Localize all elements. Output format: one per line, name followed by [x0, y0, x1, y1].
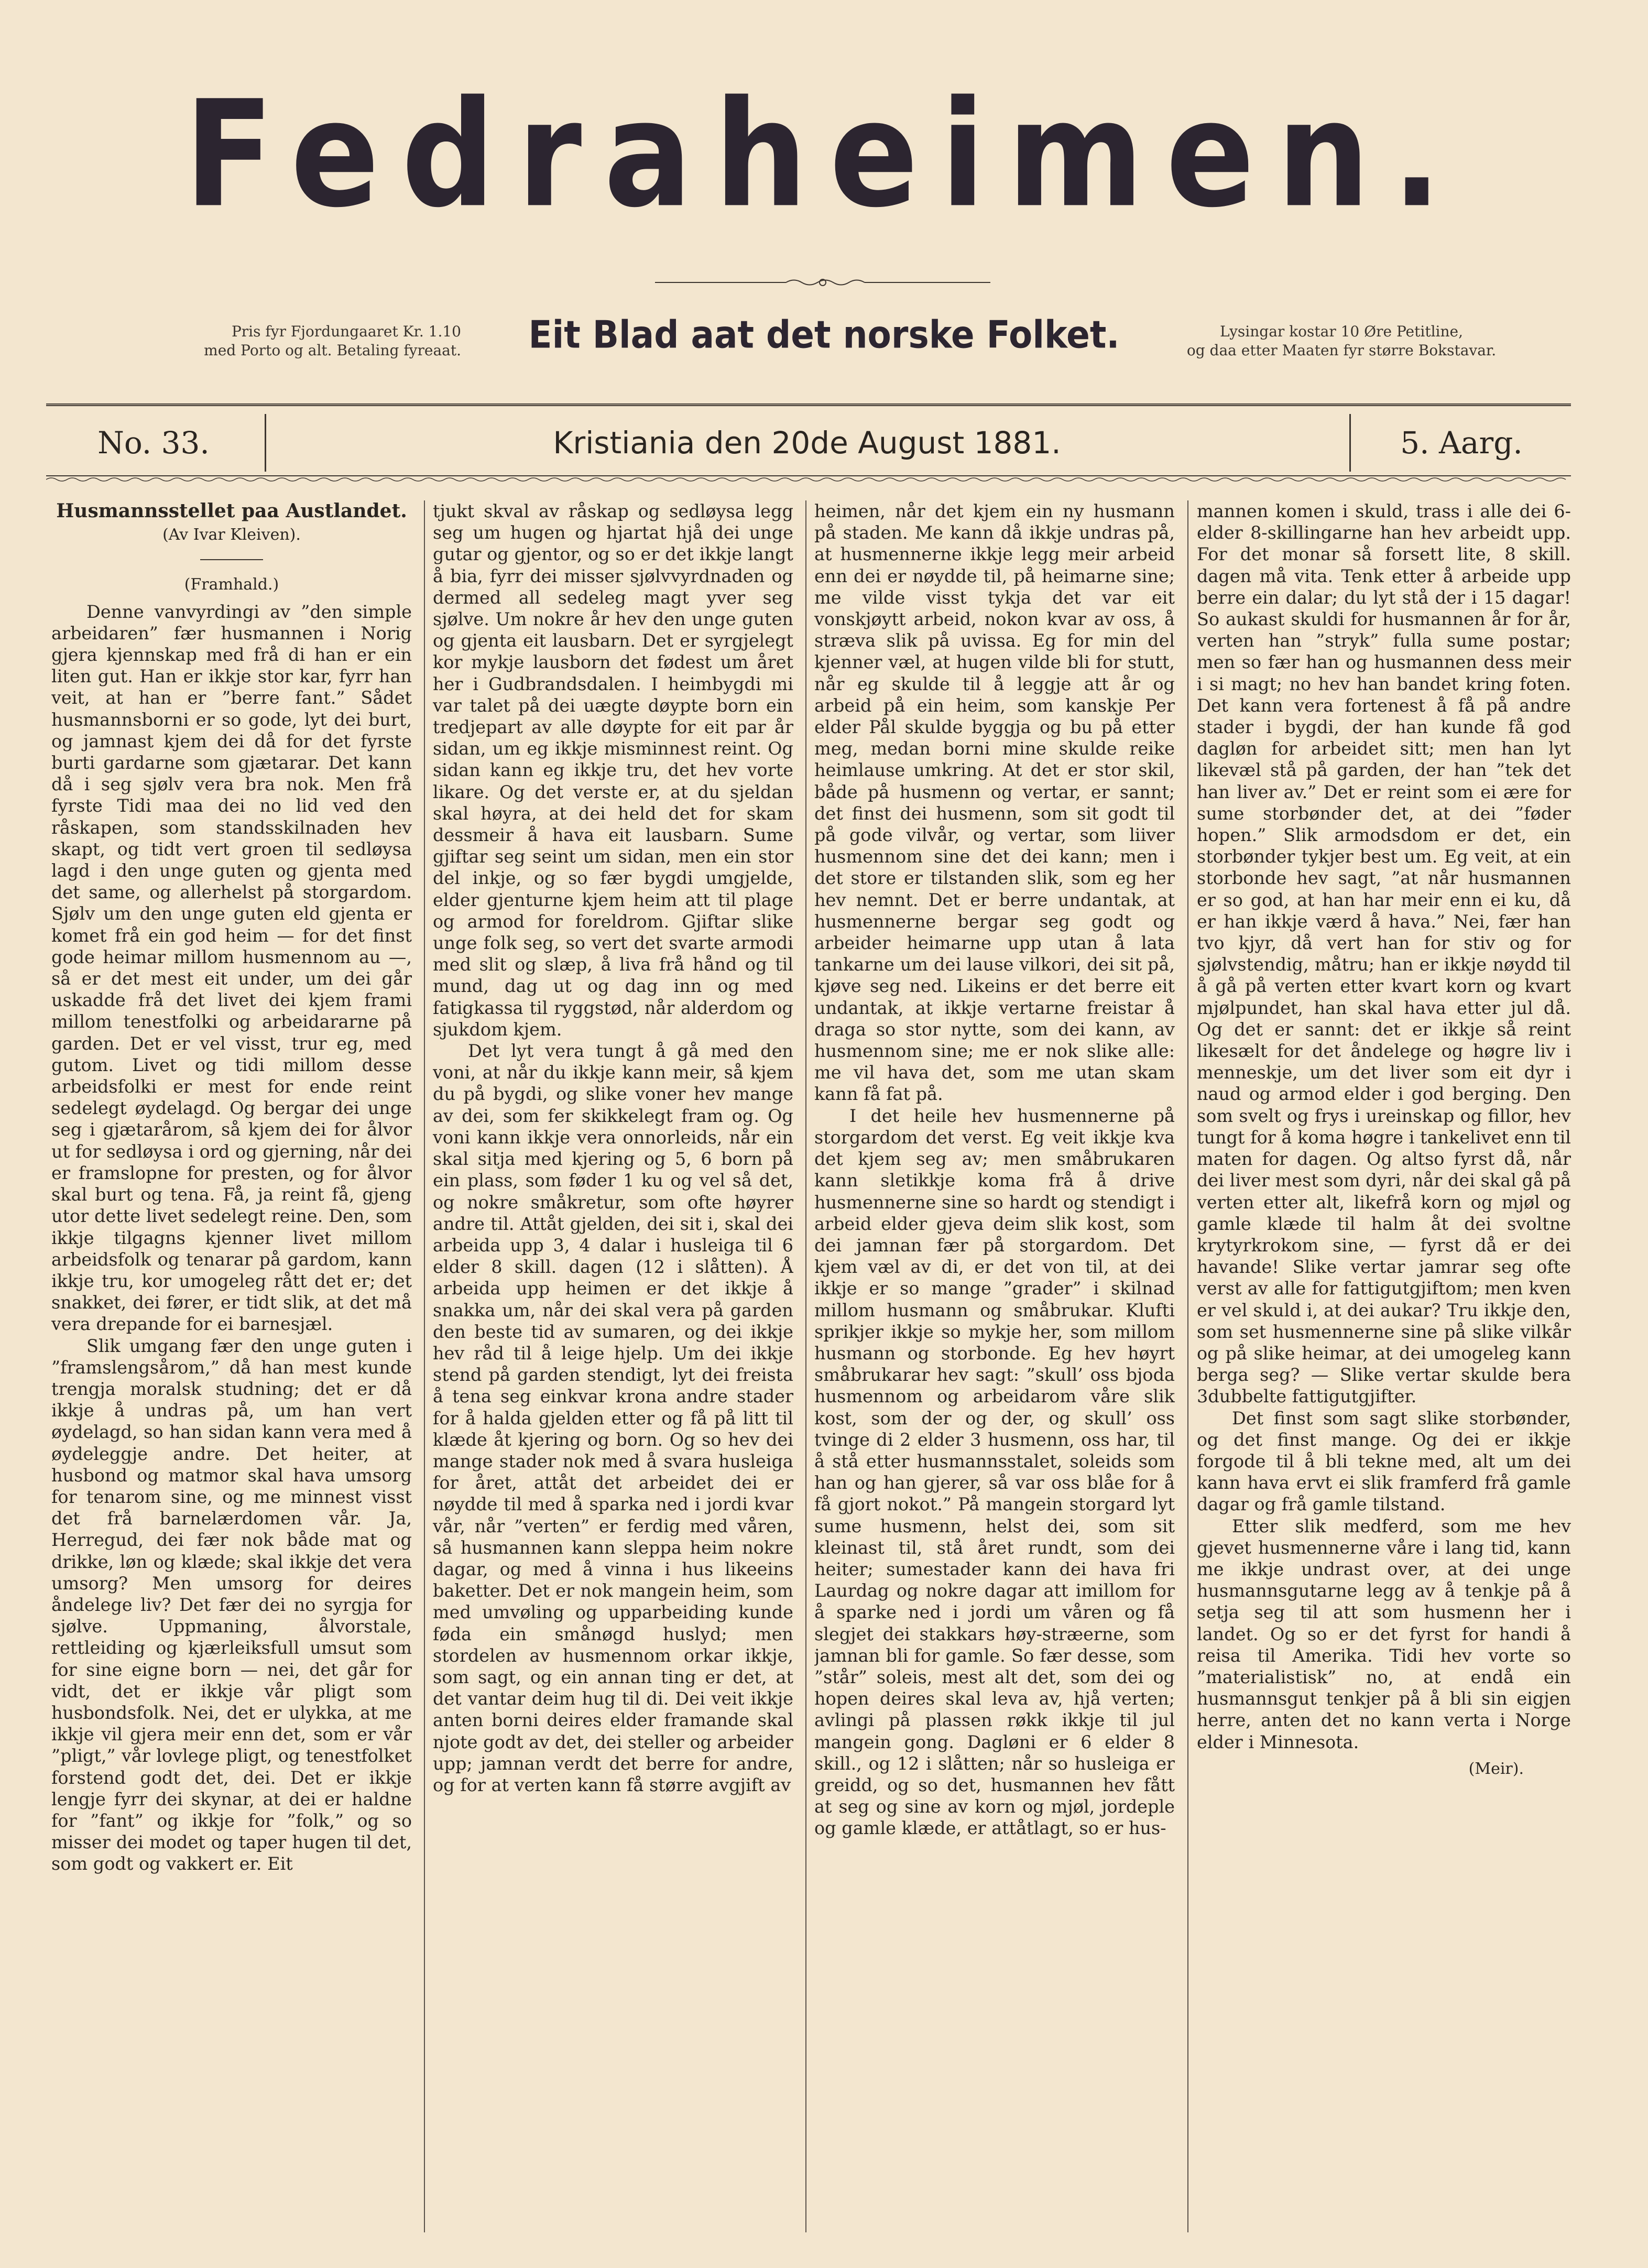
issue-number: No. 33. — [97, 425, 210, 461]
place-date: Kristiania den 20de August 1881. — [553, 425, 1061, 461]
paragraph: tjukt skval av råskap og sedløysa legg seg um hugen og hjartat hjå dei unge gutar og gjentor, og so er det ikkje langt å bia, fyrr dei misser sjølvvyrdnaden og dermed all sedeleg magt yver seg sjølve. Um nokre år hev den unge guten og gjenta eit lausbarn. Det er syrgjelegt kor mykje lausborn det fødest um året her i Gudbrandsdalen. I heimbygdi mi var talet på dei uægte døypte born ein tredjepart av alle døypte for eit par år sidan, um eg ikkje misminnest reint. Og sidan kann eg ikkje tru, det hev vorte likare. Og det verste er, at du sjeldan skal høyra, at dei held det for skam dessmeir å hava eit lausbarn. Sume gjiftar seg seint um sidan, men ein stor del inkje, og so fær bygdi umgjelde, elder gjenturne kjem heim att til plage og armod for foreldrom. Gjiftar slike unge folk seg, so vert det svarte armodi med slit og slæp, å liva frå hånd og til mund, dag ut og dag inn og med fatigkassa til ryggstød, når alderdom og sjukdom kjem. — [433, 501, 793, 1040]
price-line-1: Pris fyr Fjordungaaret Kr. 1.10 — [231, 323, 461, 340]
column-1 — [51, 500, 412, 2230]
column-3 — [814, 500, 1175, 2230]
price-notice — [84, 322, 461, 361]
ornament-divider — [655, 277, 990, 288]
column-2 — [433, 500, 793, 2230]
paragraph: Denne vanvyrdingi av ”den simple arbeidaren” fær husmannen i Norig gjera kjennskap med frå di han er ein liten gut. Han er ikkje stor kar, fyrr han veit, at han er ”berre fant.” Sådet husmannsborni er so gode, lyt dei burt, og jamnast kjem dei då for det fyrste burti gardarne som gjætarar. Det kann då i seg sjølv vera bra nok. Men frå fyrste Tidi maa dei no lid ved den råskapen, som standsskilnaden hev skapt, og tidt vert groen til sedløysa lagd i den unge guten og gjenta med det same, og allerhelst på storgardom. Sjølv um den unge guten eld gjenta er komet frå ein god heim — for det finst gode heimar millom husmennom au —, så er det mest eit under, um dei går uskadde frå det livet dei kjem frami millom tenestfolki og arbeidararne på garden. Det er vel visst, trur eg, med gutom. Livet og tidi millom desse arbeidsfolki er mest for ende reint sedelegt øydelagd. Og bergar dei unge seg i gjætarårom, så kjem dei for ålvor ut for sedløysa i ord og gjerning, når dei er framslopne for presten, og for ålvor skal burt og tena. Få, ja reint få, gjeng utor dette livet sedelegt reine. Den, som ikkje tilgagns kjenner livet millom arbeidsfolk og tenarar på gardom, kann ikkje tru, kor umogeleg rått det er; det snakket, dei fører, er tidt slik, at det må vera drepande for ei barnesjæl. — [51, 601, 412, 1335]
paragraph: Etter slik medferd, som me hev gjevet husmennerne våre i lang tid, kann me ikkje undrast over, at dei unge husmannsgutarne legg av å tenkje på å setja seg til att som husmenn her i landet. Og so er det fyrst for handi å reisa til Amerika. Tidi hev vorte so ”materialistisk” no, at endå ein husmannsgut tenkjer på å bli sin eigjen herre, anten det no kann verta i Norge elder i Minnesota. — [1197, 1515, 1571, 1752]
ads-line-2: og daa etter Maaten fyr større Bokstavar. — [1186, 342, 1497, 359]
header-rule-top — [46, 404, 1571, 406]
title-rule — [200, 559, 263, 560]
paragraph: Slik umgang fær den unge guten i ”framslengsårom,” då han mest kunde trengja moralsk studning; det er då ikkje å undras på, um han vert øydelagd, so han sidan kann vera med å øydeleggje andre. Det heiter, at husbond og matmor skal hava umsorg for tenarom sine, og me minnest visst det frå barnelærdomen vår. Ja, Herregud, dei fær nok både mat og drikke, løn og klæde; skal ikkje det vera umsorg? Men umsorg for deires åndelege liv? Det fær dei no syrgja for sjølve. Uppmaning, ålvorstale, rettleiding og kjærleiksfull umsut som for sine eigne born — nei, det går for vidt, det er ikkje vår pligt som husbondsfolk. Nei, det er ulykka, at me ikkje vil gjera meir enn det, som er vår ”pligt,” vår lovlege pligt, og tenestfolket forstend godt det, dei. Det er ikkje lengje fyrr dei skynar, at dei er haldne for ”fant” og ikkje for ”folk,” og so misser dei modet og taper hugen til det, som godt og vakkert er. Eit — [51, 1335, 412, 1874]
header-separator — [1349, 414, 1351, 472]
article-byline: (Av Ivar Kleiven). — [162, 526, 301, 544]
price-line-2: med Porto og alt. Betaling fyreaat. — [204, 342, 461, 359]
column-4 — [1197, 500, 1571, 2230]
column-rule — [424, 500, 425, 2232]
paragraph: Det lyt vera tungt å gå med den voni, at når du ikkje kann meir, så kjem du på bygdi, og slike voner hev mange av dei, som fer skikkelegt fram og. Og voni kann ikkje vera onnorleids, når ein skal sitja med kjering og 5, 6 born på ein plass, som føder 1 ku og vel så det, og nokre småkretur, som ofte høyrer andre til. Attåt gjelden, dei sit i, skal dei arbeida upp 3, 4 dalar i husleiga til 6 elder 8 skill. dagen (12 i slåtten). Å arbeida upp heimen er det ikkje å snakka um, når dei skal vera på garden den beste tid av sumaren, og dei ikkje hev råd til å leige hjelp. Um dei ikkje stend på garden stendigt, lyt dei freista å tena seg einkvar krona andre stader for å halda gjelden etter og få på litt til klæde åt kjering og born. Og so hev dei mange stader nok med å svara husleiga for året, attåt det arbeidet dei er nøydde til med å sparka ned i jordi kvar vår, når ”verten” er ferdig med våren, så husmannen kann sleppa heim nokre dagar, og med å vinna i hus likeeins baketter. Det er nok mangein heim, som med umvøling og upparbeiding kunde føda ein smånøgd huslyd; men stordelen av husmennom orkar ikkje, som sagt, og ein annan ting er det, at det vantar deim hug til di. Dei veit ikkje anten borni deires elder framande skal njote godt av det, dei steller og arbeider upp; jamnan verdt det berre for andre, og for at verten kann få større avgjift av — [433, 1041, 793, 1795]
paragraph: I det heile hev husmennerne på storgardom det verst. Eg veit ikkje kva det kjem seg av; men småbrukaren kann sletikkje koma frå å drive husmennerne sine so hardt og stendigt i arbeid elder gjeva deim slik kost, som dei jamnan fær på storgardom. Det kjem væl av di, er det von til, at dei ikkje er so mange ”grader” i skilnad millom husmann og småbrukar. Klufti sprikjer ikkje so mykje her, som millom husmann og storbonde. Eg hev høyrt småbrukarar hev sagt: ”skull’ oss bjoda husmennom og arbeidarom våre slik kost, som der og der, og skull’ oss tvinge di 2 elder 3 husmenn, oss har, til å stå etter husmannsstalet, soleids som han og han gjerer, så var oss blåe for å få gjort nokot.” På mangein storgard lyt sume husmenn, helst dei, som sit kleinast til, stå året rundt, som dei heiter; sumestader kann dei hava fri Laurdag og nokre dagar att imillom for å sparke ned i jordi um våren og få slegjet dei stakkars høy-stræerne, som jamnan bli for gamle. So fær desse, som ”står” soleis, mest alt det, som dei og hopen deires skal leva av, hjå verten; avlingi på plassen røkk ikkje til jul mangein gong. Dagløni er 6 elder 8 skill., og 12 i slåtten; når so husleiga er greidd, og so det, husmannen hev fått at seg og sine av korn og mjøl, jordeple og gamle klæde, er attåtlagt, so er hus- — [814, 1105, 1175, 1839]
paragraph: mannen komen i skuld, trass i alle dei 6- elder 8-skillingarne han hev arbeidt upp. For det monar så forsett lite, 8 skill. dagen må vita. Tenk etter å arbeide upp berre ein dalar; du lyt stå der i 15 dagar! So aukast skuldi for husmannen år for år, verten han ”stryk” fulla sume postar; men so fær han og husmannen dess meir i si magt; no hev han bandet kring foten. Det kann vera fortenest å få på andre stader i bygdi, der han kunde få god dagløn for arbeidet sitt; men han lyt likevæl stå på garden, der han ”tek det han liver av.” Det er reint som ei ære for sume storbønder det, at dei ”føder hopen.” Slik armodsdom er det, ein storbønder tykjer best um. Eg veit, at ein storbonde hev sagt, ”at når husmannen er so god, at han har meir enn ei ku, då er han ikkje værd å hava.” Nei, fær han tvo kjyr, då vert han for stiv og for sjølvstendig, måtru; han er ikkje nøydd til å gå på verten etter kvart korn og kvart mjølpundet, han skal hava etter jul då. Og det er sannt: det er ikkje så reint likesælt for det åndelege og høgre liv i menneskje, um det liver som eit dyr i naud og armod elder i god berging. Den som svelt og frys i ureinskap og fillor, hev tungt for å koma høgre i tankelivet enn til maten for dagen. Og altso fyrst då, når dei liver mest som dyri, når dei skal gå på verten etter alt, likefrå korn og mjøl og gamle klæde til halm åt dei svoltne krytyrkrokom sine, — fyrst då er dei havande! Slike vertar jamrar seg ofte verst av alle for fattigutgjiftom; men kven er vel skuld i, at dei aukar? Tru ikkje den, som set husmennerne sine på slike vilkår og på slike heimar, at dei umogeleg kann berga seg? — Slike vertar skulde bera 3dubbelte fattigutgjifter. — [1197, 501, 1571, 1407]
column-rule — [1187, 500, 1188, 2232]
continued-note: (Framhald.) — [184, 575, 279, 594]
ads-line-1: Lysingar kostar 10 Øre Petitline, — [1220, 323, 1463, 340]
paragraph: heimen, når det kjem ein ny husmann på staden. Me kann då ikkje undras på, at husmennerne ikkje legg meir arbeid enn dei er nøydde til, på heimarne sine; me vilde visst tykja det var eit vonskjøytt arbeid, nokon kvar av oss, å stræva slik på uvissa. Eg for min del kjenner væl, at hugen vilde bli for stutt, når eg skulde til å leggje att år og arbeid på ein heim, som kanskje Per elder Pål skulde byggja og bu på etter meg, medan borni mine skulde reike heimlause umkring. At det er stor skil, både på husmenn og vertar, er sannt; det finst dei husmenn, som sit godt til på gode vilvår, og vertar, som liiver husmennom sine det dei kann; men i det store er tilstanden slik, som eg her hev nemnt. Det er berre undantak, at husmennerne bergar seg godt og arbeider heimarne upp utan å lata tankarne um dei lause vilkori, dei sit på, kjøve seg ned. Likeins er det berre eit undantak, at ikkje vertarne freistar å draga so stor nytte, som dei kann, av husmennom sine; me er nok slike alle: me vil hava det, som me utan skam kann få fat på. — [814, 501, 1175, 1105]
header-rule-bottom — [46, 474, 1571, 482]
paragraph: Det finst som sagt slike storbønder, og det finst mange. Og dei er ikkje forgode til å bli tekne med, alt um dei kann hava ervt ei slik framferd frå gamle dagar og frå gamle tilstand. — [1197, 1408, 1571, 1515]
column-rule — [805, 500, 806, 2232]
tagline: Eit Blad aat det norske Folket. — [528, 312, 1120, 357]
ad-rates-notice — [1142, 322, 1541, 361]
volume-year: 5. Aarg. — [1400, 425, 1523, 461]
article-title: Husmannsstellet paa Austlandet. — [56, 500, 407, 522]
header-separator — [265, 414, 266, 472]
masthead-title: Fedraheimen. — [184, 69, 1464, 240]
continued-mark: (Meir). — [1468, 1759, 1524, 1778]
